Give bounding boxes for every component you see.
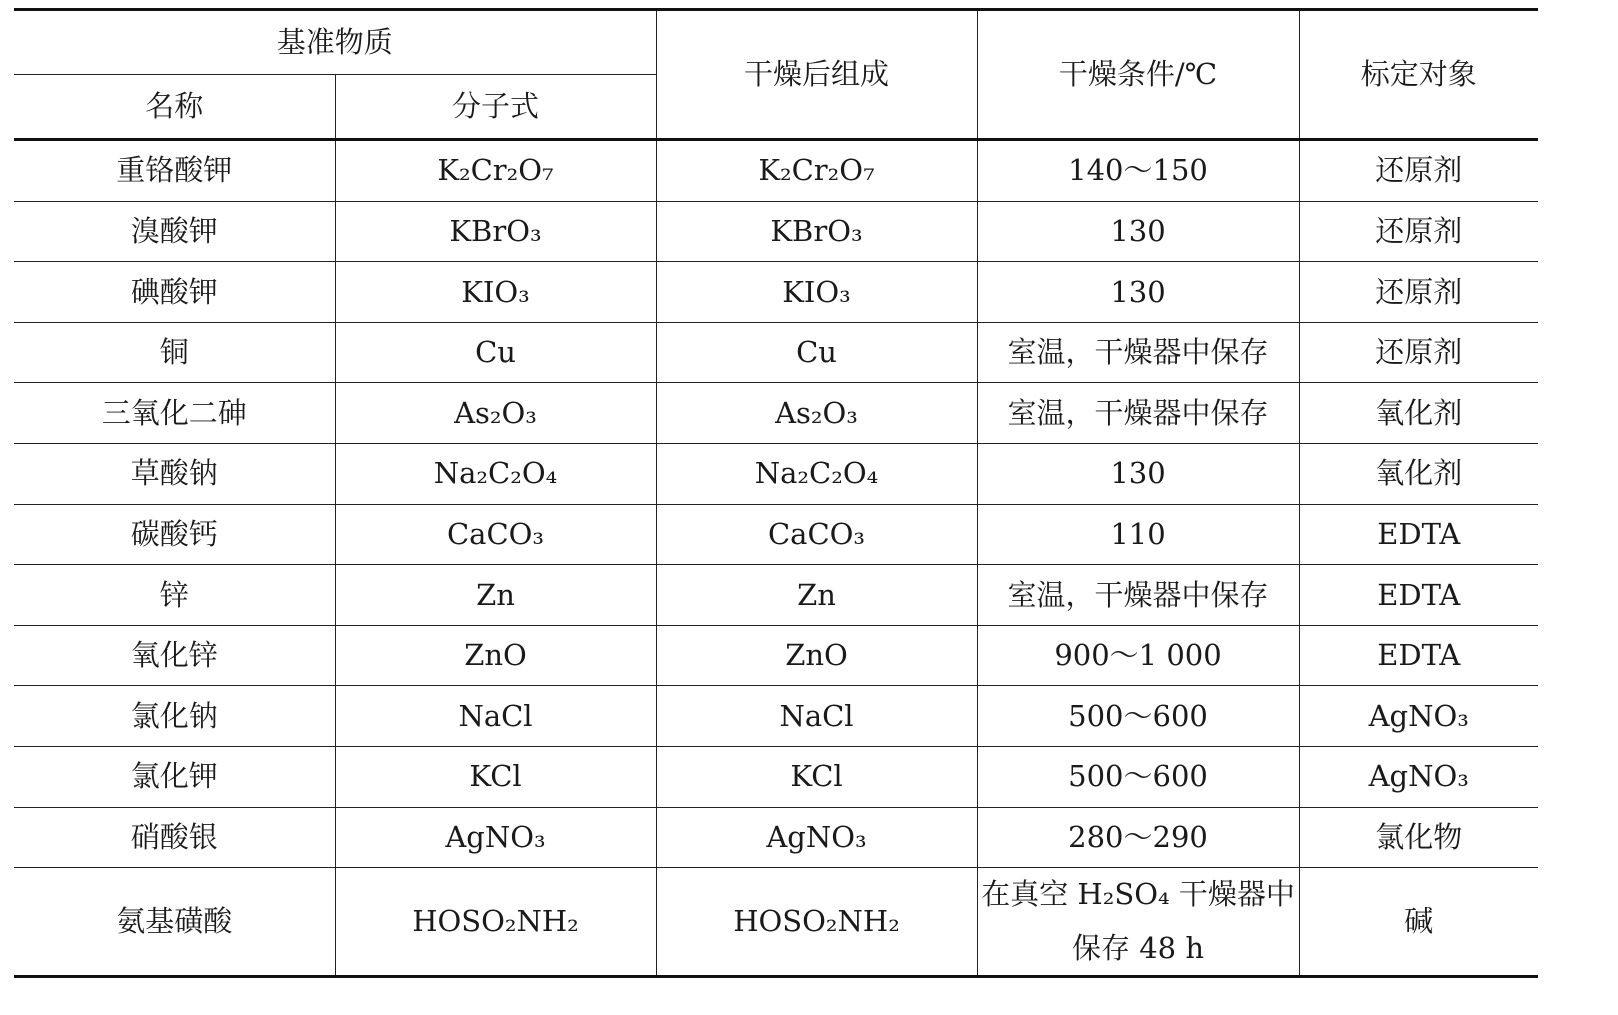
cell-dried: Zn <box>656 565 977 626</box>
cell-formula: KCl <box>335 746 656 807</box>
cell-target: 碱 <box>1299 868 1538 977</box>
table-row <box>14 868 1538 977</box>
cell-target: 氧化剂 <box>1299 443 1538 504</box>
table-row <box>14 262 1538 323</box>
cell-condition: 110 <box>977 504 1299 565</box>
cell-name: 铜 <box>14 322 335 383</box>
cell-formula: K₂Cr₂O₇ <box>335 140 656 202</box>
table-row <box>14 140 1538 202</box>
cell-formula: Cu <box>335 322 656 383</box>
cell-dried: KBrO₃ <box>656 201 977 262</box>
table-row <box>14 746 1538 807</box>
cell-formula: Na₂C₂O₄ <box>335 443 656 504</box>
cell-name: 草酸钠 <box>14 443 335 504</box>
cell-condition: 130 <box>977 201 1299 262</box>
cell-name: 锌 <box>14 565 335 626</box>
cell-name: 氧化锌 <box>14 625 335 686</box>
cell-condition: 280～290 <box>977 807 1299 868</box>
cell-dried: NaCl <box>656 686 977 747</box>
cell-condition: 900～1 000 <box>977 625 1299 686</box>
cell-condition: 室温，干燥器中保存 <box>977 565 1299 626</box>
cell-target: 还原剂 <box>1299 201 1538 262</box>
table-row <box>14 565 1538 626</box>
header-row-1 <box>14 10 1538 75</box>
table-row <box>14 625 1538 686</box>
cell-target: 氯化物 <box>1299 807 1538 868</box>
cell-name: 三氧化二砷 <box>14 383 335 444</box>
cell-name: 重铬酸钾 <box>14 140 335 202</box>
cell-formula: ZnO <box>335 625 656 686</box>
cell-target: 还原剂 <box>1299 262 1538 323</box>
cell-formula: As₂O₃ <box>335 383 656 444</box>
cell-name: 氨基磺酸 <box>14 868 335 977</box>
cell-name: 碘酸钾 <box>14 262 335 323</box>
cell-formula: KIO₃ <box>335 262 656 323</box>
cell-target: 还原剂 <box>1299 140 1538 202</box>
cell-formula: Zn <box>335 565 656 626</box>
cell-dried: Cu <box>656 322 977 383</box>
cell-dried: HOSO₂NH₂ <box>656 868 977 977</box>
cell-name: 氯化钾 <box>14 746 335 807</box>
cell-condition: 130 <box>977 443 1299 504</box>
cell-condition: 室温，干燥器中保存 <box>977 322 1299 383</box>
cell-target: EDTA <box>1299 565 1538 626</box>
cell-name: 硝酸银 <box>14 807 335 868</box>
cell-formula: KBrO₃ <box>335 201 656 262</box>
cell-target: AgNO₃ <box>1299 746 1538 807</box>
cell-target: EDTA <box>1299 625 1538 686</box>
header-group: 基准物质 <box>14 10 656 75</box>
cell-dried: AgNO₃ <box>656 807 977 868</box>
cell-name: 碳酸钙 <box>14 504 335 565</box>
cell-target: AgNO₃ <box>1299 686 1538 747</box>
header-formula: 分子式 <box>335 75 656 140</box>
cell-dried: Na₂C₂O₄ <box>656 443 977 504</box>
table-row <box>14 443 1538 504</box>
cell-formula: CaCO₃ <box>335 504 656 565</box>
cell-target: EDTA <box>1299 504 1538 565</box>
table-row <box>14 201 1538 262</box>
table-row <box>14 807 1538 868</box>
cell-dried: K₂Cr₂O₇ <box>656 140 977 202</box>
cell-target: 还原剂 <box>1299 322 1538 383</box>
table-row <box>14 322 1538 383</box>
cell-dried: KIO₃ <box>656 262 977 323</box>
cell-condition: 130 <box>977 262 1299 323</box>
cell-dried: CaCO₃ <box>656 504 977 565</box>
cell-condition: 140～150 <box>977 140 1299 202</box>
cell-condition: 500～600 <box>977 686 1299 747</box>
cell-formula: AgNO₃ <box>335 807 656 868</box>
cell-dried: ZnO <box>656 625 977 686</box>
header-condition: 干燥条件/℃ <box>977 10 1299 140</box>
cell-dried: KCl <box>656 746 977 807</box>
cell-condition: 在真空 H₂SO₄ 干燥器中保存 48 h <box>977 868 1299 977</box>
header-target: 标定对象 <box>1299 10 1538 140</box>
table-row <box>14 504 1538 565</box>
cell-name: 氯化钠 <box>14 686 335 747</box>
cell-condition: 500～600 <box>977 746 1299 807</box>
cell-name: 溴酸钾 <box>14 201 335 262</box>
reference-substance-table <box>14 8 1538 978</box>
cell-formula: NaCl <box>335 686 656 747</box>
cell-target: 氧化剂 <box>1299 383 1538 444</box>
cell-formula: HOSO₂NH₂ <box>335 868 656 977</box>
cell-dried: As₂O₃ <box>656 383 977 444</box>
table-row <box>14 686 1538 747</box>
cell-condition: 室温，干燥器中保存 <box>977 383 1299 444</box>
table-row <box>14 383 1538 444</box>
header-name: 名称 <box>14 75 335 140</box>
header-dried: 干燥后组成 <box>656 10 977 140</box>
